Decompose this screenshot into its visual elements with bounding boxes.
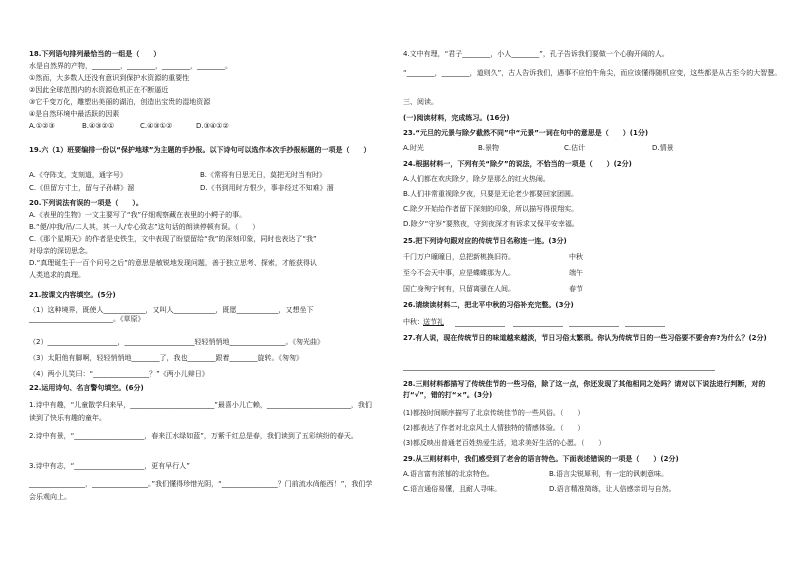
q26-label: 中秋： [403,318,424,326]
q24-item-a: A.人们都在欢庆除夕，除夕是那么的红火热闹。 [403,175,550,183]
q28-item-2: (2)都表达了作者对北京风土人情独特的情感体验。（ ） [403,424,585,432]
r-line-4b: “________，________，道则久”，古人告诉我们，遇事不应怕牛角尖，而应该懂得随机应变，这些都是从古至今的大智慧。 [403,69,782,77]
q19-option-d: D.《书到用时方恨少，事非经过不知难》溜 [200,184,334,192]
q18-option-a: A.①②③ [29,122,55,130]
q18-option-b: B.④③②① [82,122,115,130]
q25-title: 25.把下列诗句跟对应的传统节日名称连一连。(3分) [403,237,567,245]
q24-item-b: B.人们非常重视除夕夜，只要是无论老少都要回家团圆。 [403,190,579,198]
q25-poem-1: 千门万户曈曈日，总把新桃换旧符。 [403,253,515,261]
q19-title: 19.六（1）班要编排一份以“保护地球”为主题的手抄报。以下诗句可以选作本次手抄报标题的一项是（ ） [29,146,371,154]
q26-first-item: 送节礼 [423,318,444,326]
q26-blank-2[interactable] [513,326,563,327]
q18-lead: 水是自然界的产物，________，________，________，________。 [29,62,232,70]
q19-option-c: C.《但留方寸土，留与子孙耕》溜 [29,184,135,192]
q21-line-2: （2）____________________，____________________轻轻悄悄地________________。《匆光曲》 [29,338,324,346]
q18-item-4: ④是自然环境中最活跃的因素 [29,110,120,118]
q18-option-d: D.③④①② [196,122,229,130]
q28-title: 28.三则材料都描写了传统佳节的一些习俗，除了这一点，你还发现了其他相同之处吗？请对以下说法进行判断，对的打“√”，错的打“×”。(3分) [403,380,766,400]
q26-title: 26.请续读材料二，把北平中秋的习俗补充完整。(3分) [403,301,574,309]
q18-item-2: ②因此全球范围内的水资源危机正在不断逼近 [29,86,169,94]
q21-title: 21.按课文内容填空。(5分) [29,291,116,299]
q21-line-1: （1）这种境界，既使人____________，又叫人____________，既愿____________，又想坐下________________________。《草原》 [29,306,314,323]
q21-line-3: （3）太阳他有脚啊，轻轻悄悄地________了，我也________跟着________旋转。《匆匆》 [29,354,303,362]
r-line-4: 4.文中有理，“君子________，小人________”，孔子告诉我们要做一个心胸开阔的人。 [403,50,669,58]
q29-option-c: C.语言通俗易懂，且耐人寻味。 [403,485,502,493]
q29-title: 29.从三则材料中，我们感受到了老舍的语言特色。下面表述错误的一项是（ ）(2分) [403,455,679,463]
q20-item-d: D.“真理诞生于一百个问号之后”的意思是敏锐地发现问题，善于独立思考、探索，才能获得认 [29,259,317,267]
q22-line-1: 1.诗中有趣，“儿童散学归来早，________________________”最喜小儿亡赖，________________________，我们读到了快乐有趣的童年。 [29,401,372,423]
q22-line-4: ________________，________________。”我们懂得珍惜光阴，“________________？门前流水尚能西！”，我们学会乐观向上。 [29,480,373,502]
q23-option-b: B.景物 [478,144,500,152]
q26-blank-3[interactable] [569,326,619,327]
q27-answer-line[interactable] [403,370,715,371]
q18-item-1: ①然而，大多数人还没有意识到保护水资源的重要性 [29,74,190,82]
q20-title: 20.下列说法有误的一项是（ ）。 [29,199,143,207]
q25-festival-1: 中秋 [569,253,583,261]
q29-option-b: B.语言尖锐犀利，有一定的讽刺意味。 [549,470,669,478]
q26-blank-1[interactable] [455,326,505,327]
q20-item-c: C.《那个星期天》的作者是史铁生，文中表现了盼望留给“我”的深刻印象，同时也表达了“我” [29,235,317,243]
q29-option-a: A.语言富有浓郁的北京特色。 [403,470,494,478]
q18-item-3: ③它千变万化，雕塑出美丽的湖泊，创造出宝贵的湿地资源 [29,98,211,106]
q20-item-c-cont: 对母亲的深切思念。 [29,247,92,255]
q23-title: 23.“元旦的元景与除夕截然不同”中“元景”一词在句中的意思是（ ）(1分) [403,129,649,137]
q25-poem-3: 国亡身殉宁何有，只留离骚在人间。 [403,285,515,293]
q20-item-a: A.《表里的生物》一文主要写了“我”仔细观察藏在表里的小鳄子的事。 [29,211,247,219]
q28-item-1: (1)都按时间顺序描写了北京传统佳节的一些风俗。（ ） [403,409,585,417]
q25-festival-3: 春节 [569,285,583,293]
q20-item-b: B.“便/冲我/吊/二人其，其一人/专心致志”这句话的朗读停顿有误。（ ） [29,223,260,231]
right-column [397,0,794,561]
q24-item-d: D.除夕“守岁”要熬夜，守到夜深才有诉求又保平安幸福。 [403,220,579,228]
q23-option-a: A.时光 [403,144,424,152]
section-reading: 三、阅读。 [403,98,438,106]
q24-item-c: C.除夕开始给作者留下深刻的印象，所以描写得很翔实。 [403,205,579,213]
q29-option-d: D.语言精准简练，让人倍感亲切与自然。 [549,485,676,493]
q28-item-3: (3)都反映出普通老百姓热爱生活，追求美好生活的心愿。（ ） [403,439,606,447]
q22-title: 22.运用诗句、名言警句填空。(6分) [29,384,144,392]
q18-option-c: C.④③①② [140,122,173,130]
subsection-1: (一)阅读材料，完成练习。(16分) [403,114,510,122]
q19-option-b: B.《常将有日思无日，莫把无时当有时》 [200,171,327,179]
q26-blank-4[interactable] [625,326,665,327]
q18-title: 18.下列语句排列最恰当的一组是（ ） [29,50,161,58]
q25-poem-2: 至今不会天中事，应是蝶蝶那为人。 [403,269,515,277]
q20-item-d-cont: 人类追求的真理。 [29,271,85,279]
q25-festival-2: 端午 [569,269,583,277]
q21-line-4: （4）两小儿笑曰：“________________？”《两小儿辩日》 [29,370,209,378]
q19-option-a: A.《夺阵支，支刻道，通字号》 [29,171,127,179]
q22-line-2: 2.诗中有景，“____________________，春来江水绿如蓝”，万紫千红总是春，我们读到了五彩缤纷的春天。 [29,432,358,440]
q23-option-c: C.估计 [564,144,586,152]
q27-title: 27.有人说，现在传统节日的味道越来越淡，节日习俗太繁琐。你认为传统节日的一些习俗要不要舍弃?为什么？(2分) [403,334,767,342]
q24-title: 24.根据材料一，下列有关“除夕”的说法，不恰当的一项是（ ）(2分) [403,160,632,168]
q22-line-3: 3.诗中有志，“____________________，更有早行人” [29,462,190,470]
q23-option-d: D.情景 [652,144,674,152]
